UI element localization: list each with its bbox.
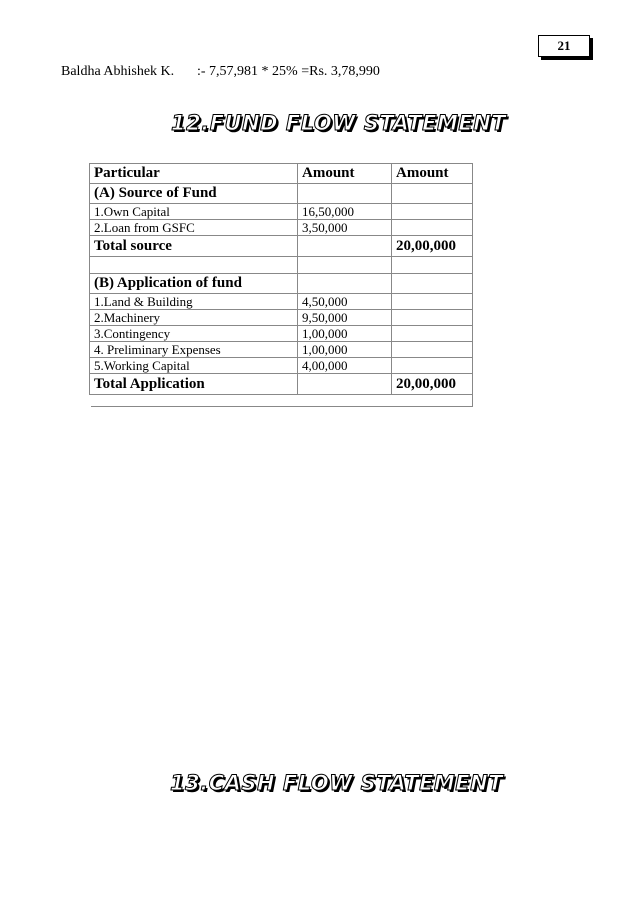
item-amount: 1,00,000 [298, 342, 392, 358]
item-name: 3.Contingency [90, 326, 298, 342]
item-name: 1.Land & Building [90, 294, 298, 310]
fund-flow-heading: 12.FUND FLOW STATEMENT [171, 111, 507, 135]
item-amount: 16,50,000 [298, 204, 392, 220]
item-amount: 9,50,000 [298, 310, 392, 326]
fund-flow-table [89, 163, 473, 395]
application-section-label: (B) Application of fund [90, 274, 298, 294]
table-header-row [90, 164, 473, 184]
total-application-value: 20,00,000 [392, 374, 473, 395]
source-section-label: (A) Source of Fund [90, 184, 298, 204]
total-application-row [90, 374, 473, 395]
table-row [90, 220, 473, 236]
calculation-line [61, 64, 380, 80]
author-name: Baldha Abhishek K. [61, 64, 175, 79]
total-source-label: Total source [90, 236, 298, 257]
total-source-row [90, 236, 473, 257]
item-name: 2.Loan from GSFC [90, 220, 298, 236]
item-name: 4. Preliminary Expenses [90, 342, 298, 358]
header-amount-2: Amount [392, 164, 473, 184]
table-row [90, 358, 473, 374]
item-amount: 4,00,000 [298, 358, 392, 374]
item-name: 5.Working Capital [90, 358, 298, 374]
item-amount: 1,00,000 [298, 326, 392, 342]
item-amount: 3,50,000 [298, 220, 392, 236]
header-particular: Particular [90, 164, 298, 184]
table-shadow-right [472, 165, 473, 407]
application-section-row [90, 274, 473, 294]
table-row [90, 294, 473, 310]
empty-row [90, 257, 473, 274]
table-row [90, 310, 473, 326]
calculation-formula: :- 7,57,981 * 25% =Rs. 3,78,990 [197, 64, 380, 79]
header-amount-1: Amount [298, 164, 392, 184]
table-row [90, 326, 473, 342]
item-name: 2.Machinery [90, 310, 298, 326]
item-name: 1.Own Capital [90, 204, 298, 220]
total-source-value: 20,00,000 [392, 236, 473, 257]
table-row [90, 204, 473, 220]
total-application-label: Total Application [90, 374, 298, 395]
page-number-text: 21 [557, 38, 571, 53]
source-section-row [90, 184, 473, 204]
item-amount: 4,50,000 [298, 294, 392, 310]
cash-flow-heading: 13.CASH FLOW STATEMENT [170, 771, 504, 795]
table-row [90, 342, 473, 358]
table-shadow-bottom [91, 406, 473, 407]
page-number [538, 35, 590, 57]
